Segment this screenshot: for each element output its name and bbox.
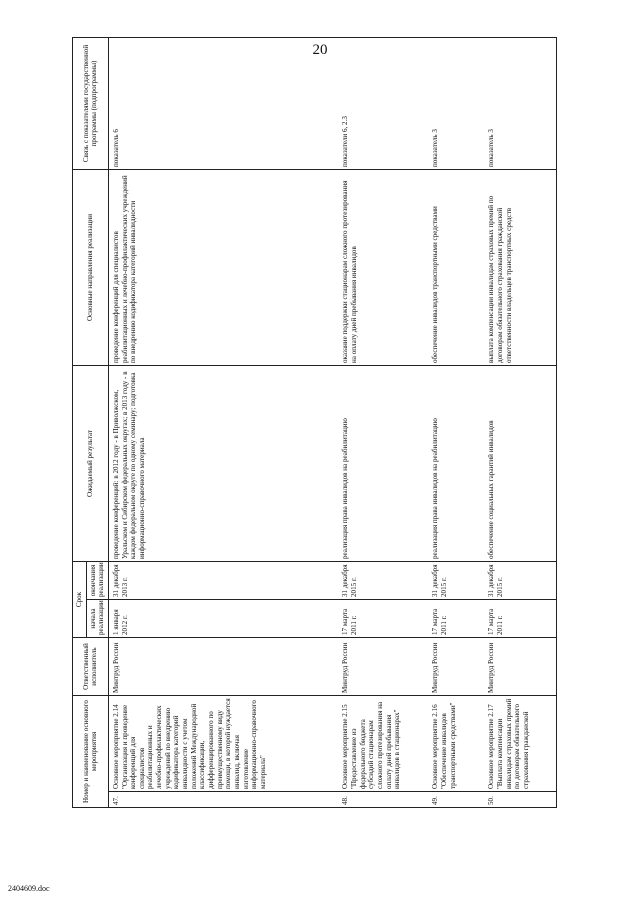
document-footer: 2404609.doc <box>8 884 50 893</box>
table-row <box>108 38 338 808</box>
row-number: 47. <box>108 792 338 808</box>
header-term: Срок <box>73 562 87 638</box>
term-end: 31 декабря 2015 г. <box>338 562 428 600</box>
table-row <box>428 38 484 808</box>
executor: Минтруд России <box>428 638 484 696</box>
header-expected: Ожидаемый результат <box>73 366 109 562</box>
term-start: 1 января 2012 г. <box>108 600 338 638</box>
expected-result: реализация права инвалидов на реабилитацию <box>338 366 428 562</box>
table-header <box>73 38 109 808</box>
program-link: показатель 6 <box>108 38 338 170</box>
term-start: 17 марта 2011 г. <box>428 600 484 638</box>
header-term-start: начала реализации <box>86 600 108 638</box>
expected-result: проведение конференций: в 2012 году - в Приволжском, Уральском и Сибирском федеральных округах; в 2013 году - в каждом федеральном округе по одному семинару; подготовка информационно-справочного материала <box>108 366 338 562</box>
header-number-name: Номер и наименование основного мероприятия <box>73 696 109 808</box>
term-end: 31 декабря 2013 г. <box>108 562 338 600</box>
header-directions: Основные направления реализации <box>73 170 109 366</box>
directions: оказание поддержки стационарам сложного протезирования на оплату дней пребывания инвалидов <box>338 170 428 366</box>
event-name: Основное мероприятие 2.15 "Предоставление из федерального бюджета субсидий стационарам сложного протезирования на оплату дней пребывания инвалидов в стационарах" <box>338 696 428 792</box>
executor: Минтруд России <box>108 638 338 696</box>
event-name: Основное мероприятие 2.17 "Выплата компенсации инвалидам страховых премий по договорам обязательного страхования гражданской <box>484 696 556 792</box>
term-start: 17 марта 2011 г. <box>484 600 556 638</box>
term-start: 17 марта 2011 г. <box>338 600 428 638</box>
rotated-table-container <box>72 38 612 808</box>
table-row <box>338 38 428 808</box>
term-end: 31 декабря 2015 г. <box>428 562 484 600</box>
events-table <box>72 37 557 808</box>
row-number: 48. <box>338 792 428 808</box>
term-end: 31 декабря 2015 г. <box>484 562 556 600</box>
expected-result: обеспечение социальных гарантий инвалидов <box>484 366 556 562</box>
event-name: Основное мероприятие 2.14 "Организация и проведение конференций для специалистов реабилитационных и лечебно-профилактических учреждений по внедрению кодификатора категорий инвалидности с учетом положений Международной классификации, дифференцированного по преимущественному виду помощи, в которой нуждается инвалид, включая изготовление информационно-справочного материала" <box>108 696 338 792</box>
program-link: показатель 3 <box>484 38 556 170</box>
executor: Минтруд России <box>484 638 556 696</box>
table-row <box>484 38 556 808</box>
header-executor: Ответственный исполнитель <box>73 638 109 696</box>
row-number: 50. <box>484 792 556 808</box>
program-link: показатель 3 <box>428 38 484 170</box>
directions: выплата компенсации инвалидам страховых премий по договорам обязательного страхования гражданской ответственности владельцев транспортных средств <box>484 170 556 366</box>
directions: обеспечение инвалидов транспортными средствами <box>428 170 484 366</box>
header-term-end: окончания реализации <box>86 562 108 600</box>
event-name: Основное мероприятие 2.16 "Обеспечение инвалидов транспортными средствами" <box>428 696 484 792</box>
program-link: показатели 6, 2.3 <box>338 38 428 170</box>
expected-result: реализация права инвалидов на реабилитацию <box>428 366 484 562</box>
header-link: Связь с показателями государственной программы (подпрограммы) <box>73 38 109 170</box>
directions: проведение конференций для специалистов реабилитационных и лечебно-профилактических учреждений по внедрению кодификатора категорий инвалидности <box>108 170 338 366</box>
row-number: 49. <box>428 792 484 808</box>
executor: Минтруд России <box>338 638 428 696</box>
page-number: 20 <box>312 42 328 58</box>
